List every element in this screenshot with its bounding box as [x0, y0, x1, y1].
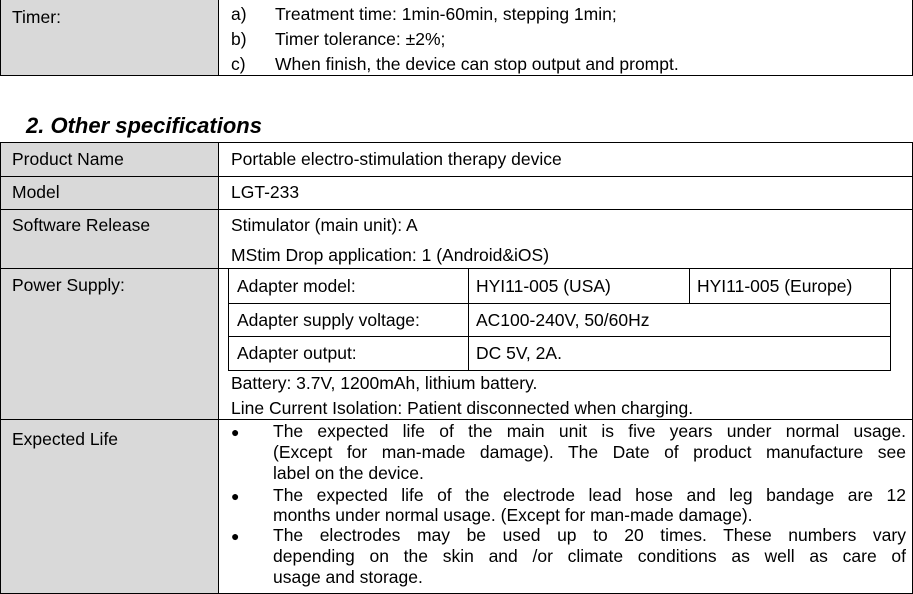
- timer-item-c-marker: c): [231, 54, 246, 74]
- expected-life-label: Expected Life: [12, 429, 119, 449]
- adapter-voltage-label: Adapter supply voltage:: [237, 310, 420, 330]
- model-label: Model: [12, 182, 60, 202]
- bullet-icon: ●: [231, 528, 240, 544]
- life-bullet-1-line-3: label on the device.: [273, 463, 424, 483]
- battery-spec: Battery: 3.7V, 1200mAh, lithium battery.: [231, 373, 538, 393]
- isolation-spec: Line Current Isolation: Patient disconnected when charging.: [231, 398, 694, 418]
- bullet-icon: ●: [231, 488, 240, 504]
- section-heading: 2. Other specifications: [26, 113, 262, 138]
- life-bullet-2-line-2: months under normal usage. (Except for man-made damage).: [273, 505, 753, 525]
- software-line-1: Stimulator (main unit): A: [231, 215, 418, 235]
- timer-item-b-marker: b): [231, 29, 247, 49]
- adapter-output-value: DC 5V, 2A.: [476, 343, 562, 363]
- bullet-icon: ●: [231, 424, 240, 440]
- timer-item-a-marker: a): [231, 4, 247, 24]
- life-bullet-1-line-1: The expected life of the main unit is five years under normal usage.: [273, 421, 906, 441]
- model-value: LGT-233: [231, 182, 300, 202]
- adapter-model-usa: HYI11-005 (USA): [476, 276, 611, 296]
- software-line-2: MStim Drop application: 1 (Android&iOS): [231, 245, 550, 265]
- adapter-model-europe: HYI11-005 (Europe): [697, 276, 853, 296]
- life-bullet-2-line-1: The expected life of the electrode lead hose and leg bandage are 12: [273, 485, 906, 505]
- life-bullet-3-line-3: usage and storage.: [273, 567, 423, 587]
- timer-item-a: Treatment time: 1min-60min, stepping 1min;: [275, 4, 617, 24]
- timer-label: Timer:: [12, 7, 61, 27]
- adapter-model-label: Adapter model:: [237, 276, 356, 296]
- power-label: Power Supply:: [12, 275, 125, 295]
- life-bullet-3-line-1: The electrodes may be used up to 20 times. These numbers vary: [273, 525, 906, 545]
- product-name-label: Product Name: [12, 149, 124, 169]
- life-bullet-3-line-2: depending on the skin and /or climate conditions as well as care of: [273, 546, 906, 566]
- life-bullet-1-line-2: (Except for man-made damage). The Date of product manufacture see: [273, 442, 906, 462]
- product-name-value: Portable electro-stimulation therapy device: [231, 149, 562, 169]
- timer-item-b: Timer tolerance: ±2%;: [275, 29, 446, 49]
- software-label: Software Release: [12, 215, 151, 235]
- timer-item-c: When finish, the device can stop output and prompt.: [275, 54, 679, 74]
- adapter-voltage-value: AC100-240V, 50/60Hz: [476, 310, 650, 330]
- adapter-output-label: Adapter output:: [237, 343, 357, 363]
- model-value-cell: [218, 176, 913, 210]
